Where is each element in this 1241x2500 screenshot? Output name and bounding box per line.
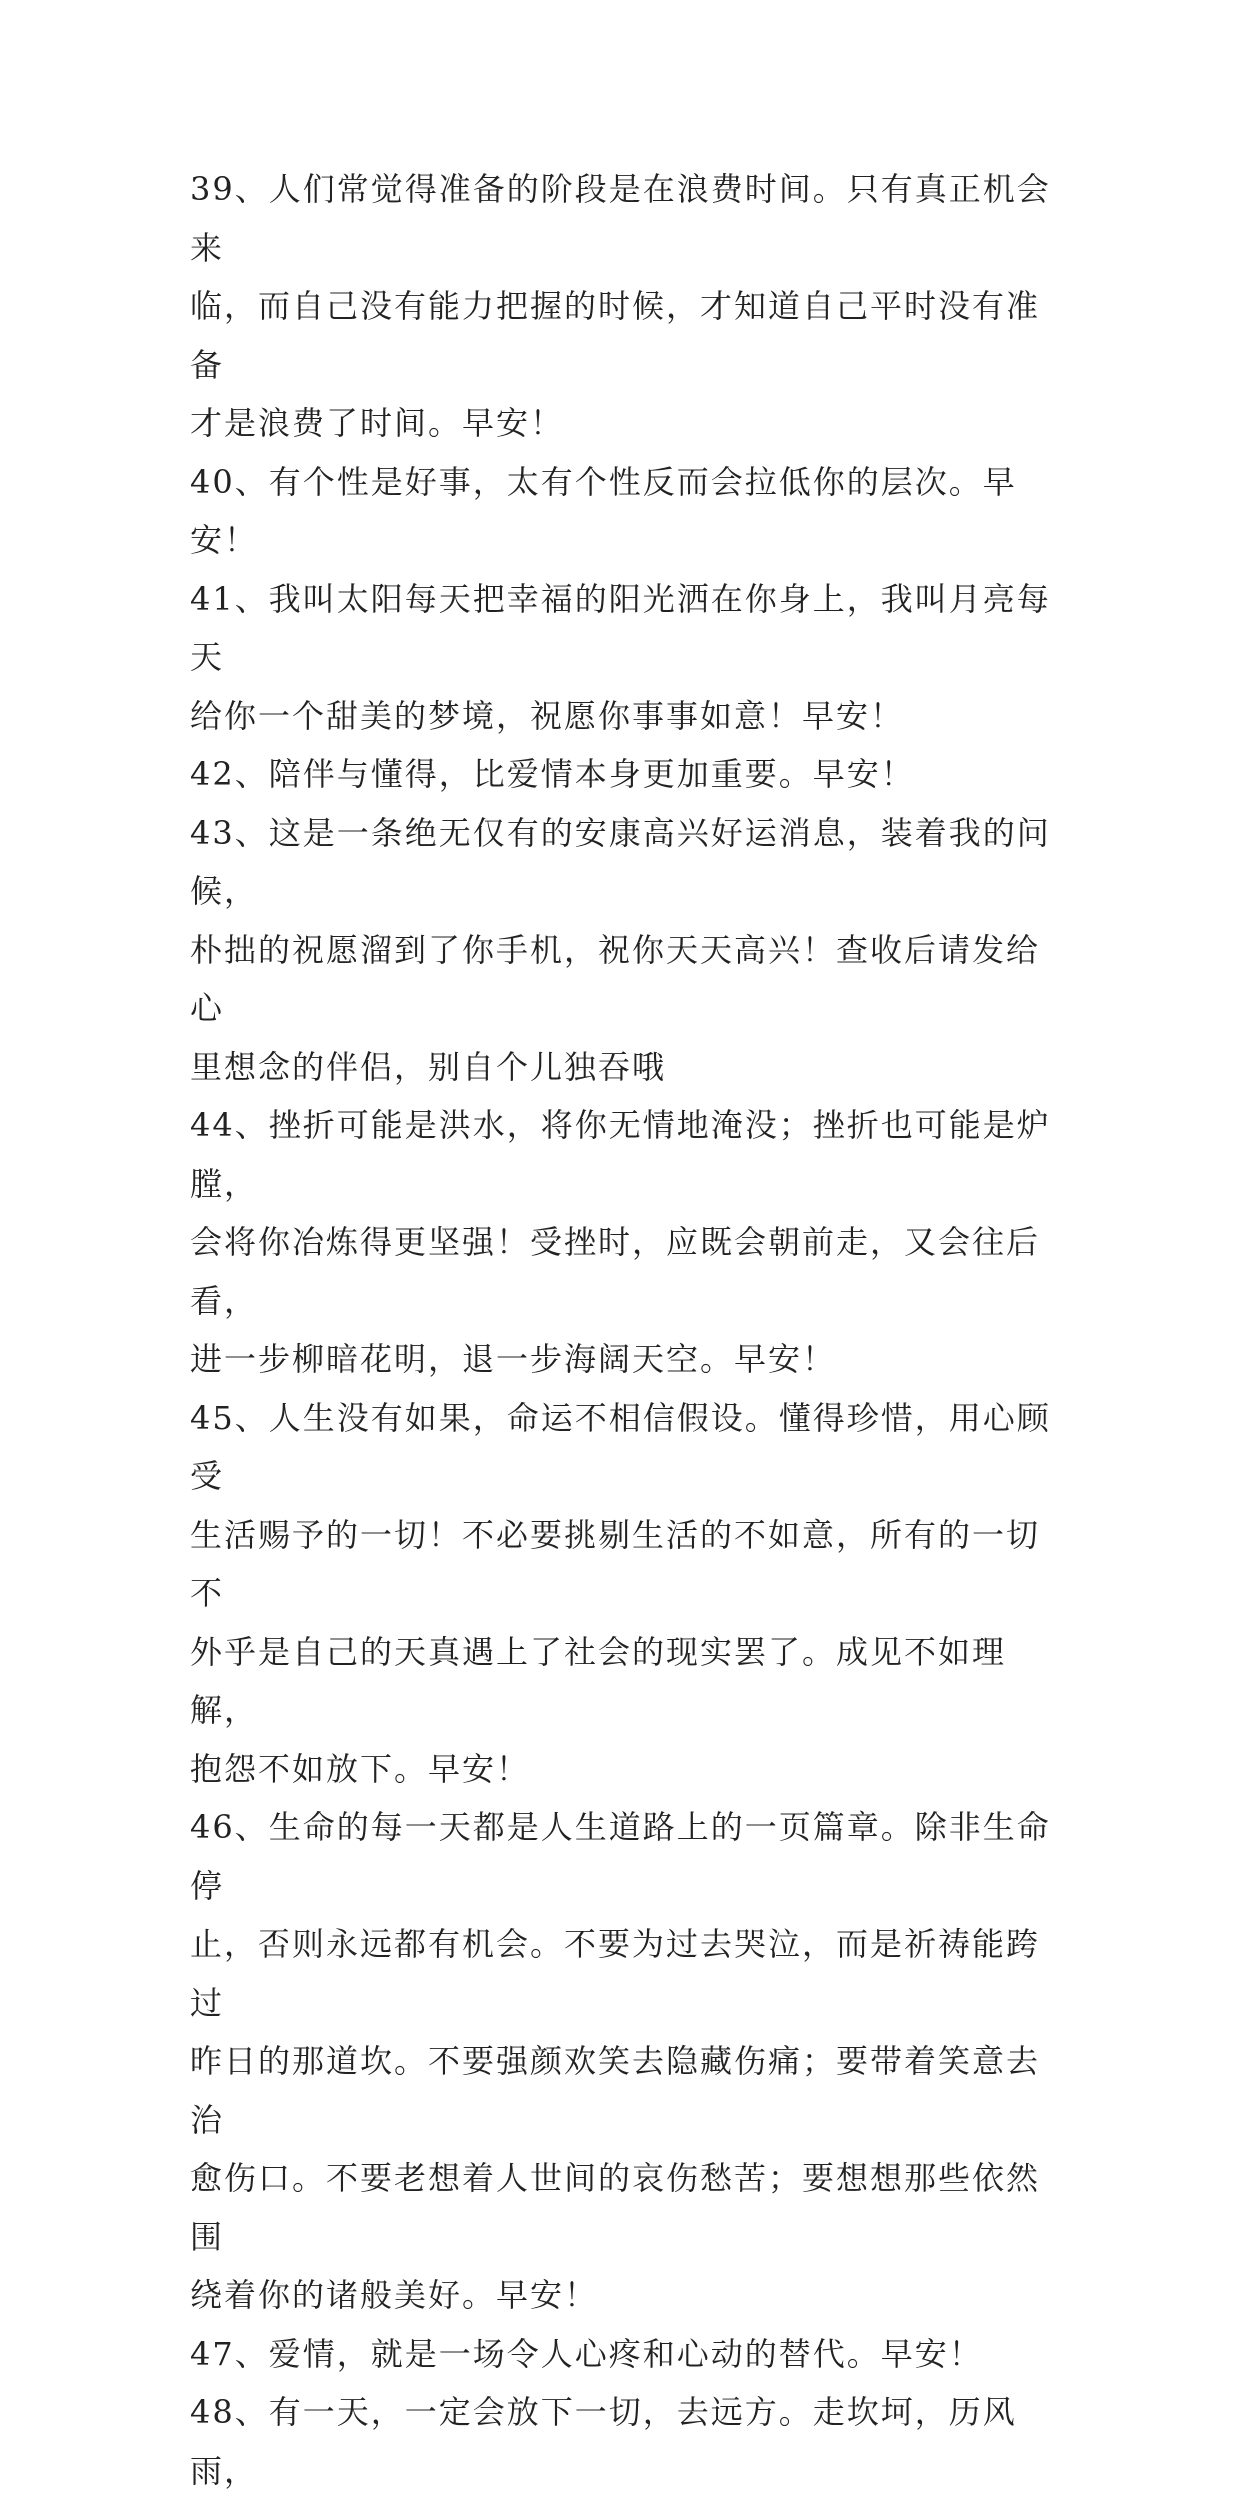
entry-44: 44、挫折可能是洪水，将你无情地淹没；挫折也可能是炉膛， 会将你冶炼得更坚强！受挫时，应既会朝前走，又会往后看， 进一步柳暗花明，退一步海阔天空。早安！: [190, 1106, 1051, 1378]
entry-47: 47、爱情，就是一场令人心疼和心动的替代。早安！: [190, 2334, 983, 2373]
entry-42: 42、陪伴与懂得，比爱情本身更加重要。早安！: [190, 755, 915, 793]
document-body: [190, 160, 1070, 2500]
entry-48: 48、有一天，一定会放下一切，去远方。走坎坷，历风雨，: [190, 2393, 1017, 2490]
entry-45: 45、人生没有如果，命运不相信假设。懂得珍惜，用心顾受 生活赐予的一切！不必要挑剔生活的不如意，所有的一切不 外乎是自己的天真遇上了社会的现实罢了。成见不如理解， 抱怨不如放下。早安！: [190, 1398, 1051, 1788]
entry-41: 41、我叫太阳每天把幸福的阳光洒在你身上，我叫月亮每天 给你一个甜美的梦境，祝愿你事事如意！早安！: [190, 579, 1051, 735]
entry-39: 39、人们常觉得准备的阶段是在浪费时间。只有真正机会来 临，而自己没有能力把握的时候，才知道自己平时没有准备 才是浪费了时间。早安！: [190, 170, 1051, 442]
entry-40: 40、有个性是好事，太有个性反而会拉低你的层次。早安！: [190, 462, 1017, 559]
entry-46: 46、生命的每一天都是人生道路上的一页篇章。除非生命停 止，否则永远都有机会。不要为过去哭泣，而是祈祷能跨过 昨日的那道坎。不要强颜欢笑去隐藏伤痛；要带着笑意去治 愈伤口。不要老想着人世间的哀伤愁苦；要想想那些依然围 绕着你的诸般美好。早安！: [190, 1808, 1051, 2314]
entry-43: 43、这是一条绝无仅有的安康高兴好运消息，装着我的问候， 朴拙的祝愿溜到了你手机，祝你天天高兴！查收后请发给心 里想念的伴侣，别自个儿独吞哦: [190, 813, 1051, 1086]
